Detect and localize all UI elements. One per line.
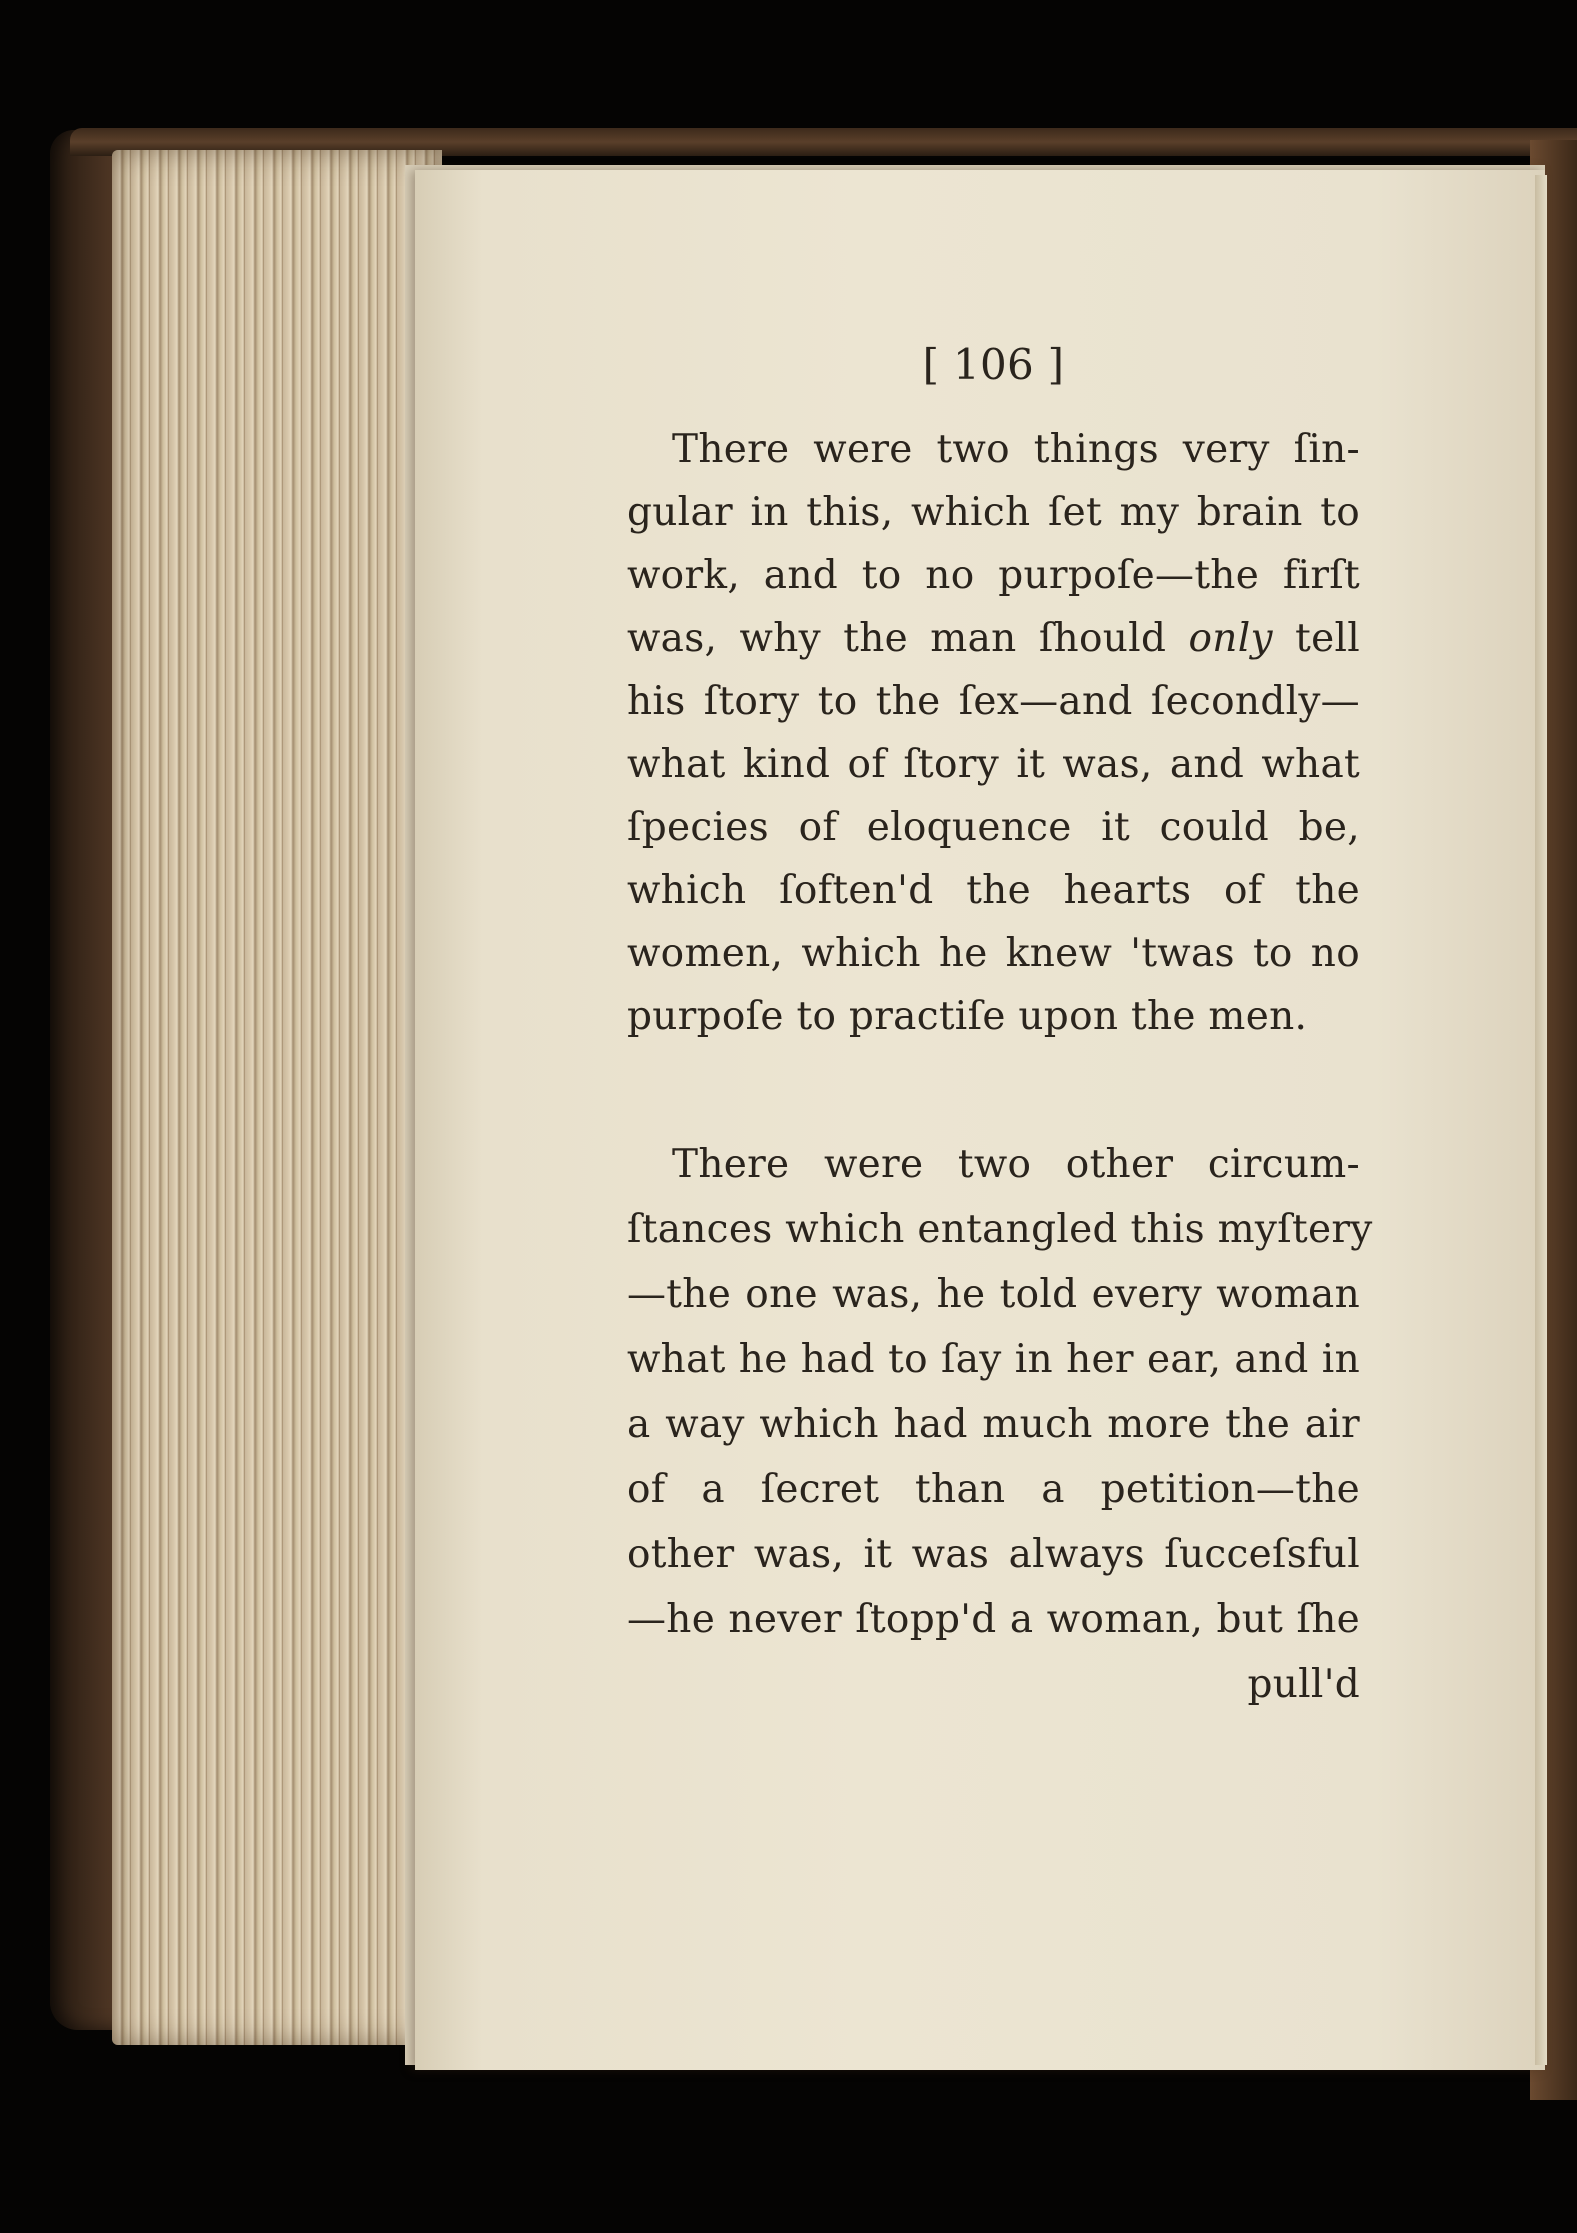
emphasis-only: only xyxy=(1188,616,1273,661)
page-number: [ 106 ] xyxy=(922,340,1065,389)
paragraph-1-line-10: purpoſe to practiſe upon the men. xyxy=(627,994,1308,1039)
paragraph-1-line-5: his ſtory to the ſex—and ſecondly— xyxy=(627,679,1360,724)
paragraph-2-line-1: There were two other circum- xyxy=(672,1142,1360,1187)
page-gutter xyxy=(1535,175,1547,2065)
paragraph-1-line-9: women, which he knew 'twas to no xyxy=(627,931,1360,976)
paragraph-2-line-4: what he had to ſay in her ear, and in xyxy=(627,1337,1360,1382)
paragraph-1-line-8: which ſoften'd the hearts of the xyxy=(627,868,1360,913)
paragraph-1-line-2: gular in this, which ſet my brain to xyxy=(627,490,1360,535)
page-edges-stack xyxy=(112,150,442,2045)
paragraph-1-line-7: ſpecies of eloquence it could be, xyxy=(627,805,1360,850)
paragraph-2-line-3: —the one was, he told every woman xyxy=(627,1272,1360,1317)
paragraph-1-line-3: work, and to no purpoſe—the firſt xyxy=(627,553,1360,598)
paragraph-2-line-2: ſtances which entangled this myſtery xyxy=(627,1207,1373,1252)
line-4-text-after: tell xyxy=(1295,616,1360,661)
line-4-text-before: was, why the man ſhould xyxy=(627,616,1167,661)
paragraph-2-line-7: other was, it was always ſucceſsful xyxy=(627,1532,1360,1577)
paragraph-2-line-8: —he never ſtopp'd a woman, but ſhe xyxy=(627,1597,1360,1642)
paragraph-2-line-6: of a ſecret than a petition—the xyxy=(627,1467,1360,1512)
catchword: pull'd xyxy=(1247,1662,1360,1707)
paragraph-1-line-1: There were two things very ſin- xyxy=(672,427,1360,472)
paragraph-1-line-6: what kind of ſtory it was, and what xyxy=(627,742,1360,787)
paragraph-2-line-5: a way which had much more the air xyxy=(627,1402,1360,1447)
paragraph-1-line-4 xyxy=(627,609,1360,669)
